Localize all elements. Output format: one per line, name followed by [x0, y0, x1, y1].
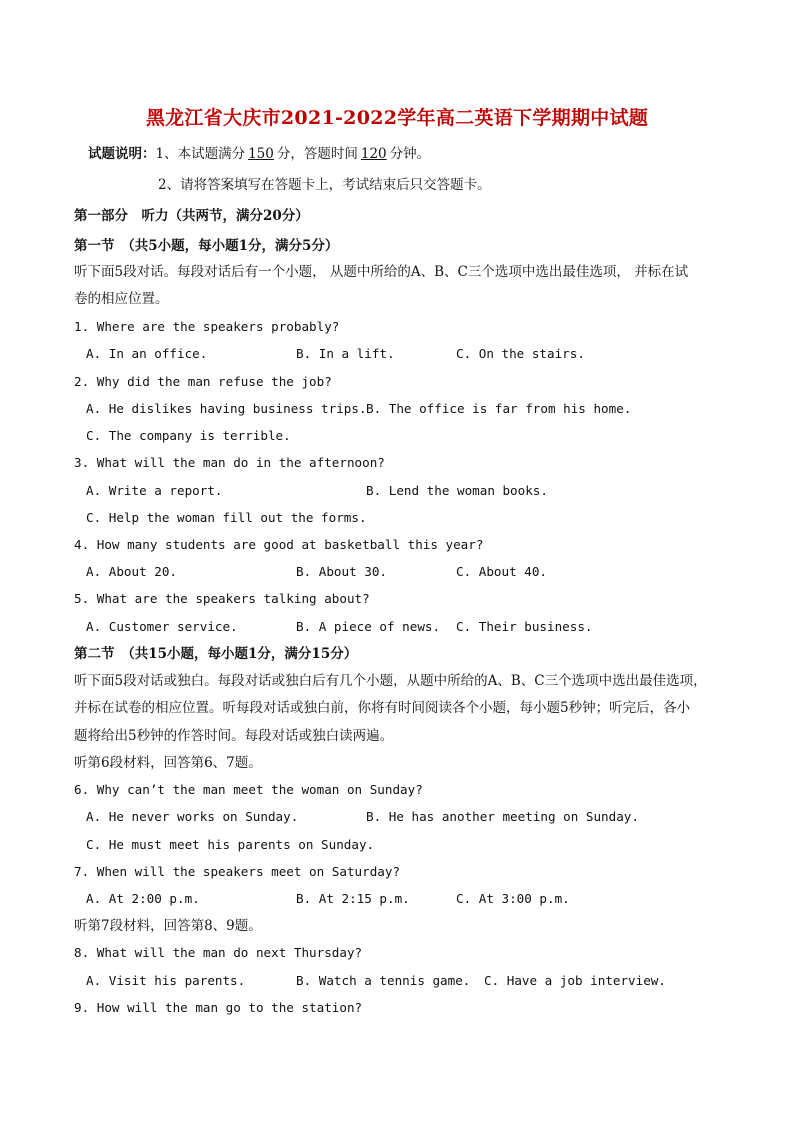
- notes-1-pre: 1、本试题满分: [155, 146, 246, 162]
- q2-stem: 2. Why did the man refuse the job?: [74, 374, 332, 389]
- q3-option-b: B. Lend the woman books.: [366, 483, 548, 498]
- part1-heading: 第一部分 听力（共两节，满分20分）: [74, 208, 309, 224]
- q2-option-b: B. The office is far from his home.: [366, 401, 632, 416]
- q1-option-b: B. In a lift.: [296, 346, 395, 361]
- q1-option-a: A. In an office.: [86, 346, 208, 361]
- material-7-note: 听第7段材料，回答第8、9题。: [74, 918, 262, 934]
- sec2-instructions-2: 并标在试卷的相应位置。听每段对话或独白前，你将有时间阅读各个小题，每小题5秒钟；听完后，各小: [74, 700, 691, 716]
- sec2-instructions-3: 题将给出5秒钟的作答时间。每段对话或独白读两遍。: [74, 728, 394, 744]
- q3-option-c: C. Help the woman fill out the forms.: [86, 510, 367, 525]
- q1-option-c: C. On the stairs.: [456, 346, 585, 361]
- notes-1-mid: 分，答题时间: [276, 146, 358, 162]
- q7-option-c: C. At 3:00 p.m.: [456, 891, 570, 906]
- q4-stem: 4. How many students are good at basketball this year?: [74, 537, 484, 552]
- notes-line-1: [88, 144, 430, 164]
- q5-stem: 5. What are the speakers talking about?: [74, 591, 370, 606]
- q8-option-c: C. Have a job interview.: [484, 973, 666, 988]
- full-score: 150: [248, 146, 274, 162]
- q7-stem: 7. When will the speakers meet on Saturday?: [74, 864, 401, 879]
- q5-option-c: C. Their business.: [456, 619, 593, 634]
- material-6-note: 听第6段材料，回答第6、7题。: [74, 755, 262, 771]
- sec1-instructions-1: 听下面5段对话。每段对话后有一个小题， 从题中所给的A、B、C三个选项中选出最佳选项， 并标在试: [74, 264, 689, 280]
- page-title: 黑龙江省大庆市2021-2022学年高二英语下学期期中试题: [145, 107, 649, 129]
- sec2-instructions-1: 听下面5段对话或独白。每段对话或独白后有几个小题，从题中所给的A、B、C三个选项中选出最佳选项，: [74, 673, 707, 689]
- q4-option-a: A. About 20.: [86, 564, 177, 579]
- notes-1-post: 分钟。: [389, 146, 431, 162]
- q2-option-a: A. He dislikes having business trips.: [86, 401, 367, 416]
- q4-option-b: B. About 30.: [296, 564, 387, 579]
- answer-time: 120: [360, 146, 387, 162]
- q6-option-b: B. He has another meeting on Sunday.: [366, 809, 639, 824]
- q6-option-a: A. He never works on Sunday.: [86, 809, 299, 824]
- q8-option-b: B. Watch a tennis game.: [296, 973, 471, 988]
- q6-stem: 6. Why can’t the man meet the woman on Sunday?: [74, 782, 423, 797]
- q1-stem: 1. Where are the speakers probably?: [74, 319, 340, 334]
- q9-stem: 9. How will the man go to the station?: [74, 1000, 363, 1015]
- notes-label: 试题说明：: [88, 146, 156, 162]
- sec2-heading: 第二节 （共15小题，每小题1分，满分15分）: [74, 646, 358, 662]
- q7-option-a: A. At 2:00 p.m.: [86, 891, 200, 906]
- q5-option-a: A. Customer service.: [86, 619, 238, 634]
- q3-option-a: A. Write a report.: [86, 483, 223, 498]
- q8-stem: 8. What will the man do next Thursday?: [74, 945, 363, 960]
- notes-line-2: 2、请将答案填写在答题卡上，考试结束后只交答题卡。: [158, 177, 491, 193]
- q5-option-b: B. A piece of news.: [296, 619, 441, 634]
- q3-stem: 3. What will the man do in the afternoon?: [74, 455, 385, 470]
- sec1-heading: 第一节 （共5小题，每小题1分，满分5分）: [74, 238, 339, 254]
- q8-option-a: A. Visit his parents.: [86, 973, 246, 988]
- q4-option-c: C. About 40.: [456, 564, 547, 579]
- sec1-instructions-2: 卷的相应位置。: [74, 291, 169, 307]
- q6-option-c: C. He must meet his parents on Sunday.: [86, 837, 375, 852]
- q2-option-c: C. The company is terrible.: [86, 428, 291, 443]
- q7-option-b: B. At 2:15 p.m.: [296, 891, 410, 906]
